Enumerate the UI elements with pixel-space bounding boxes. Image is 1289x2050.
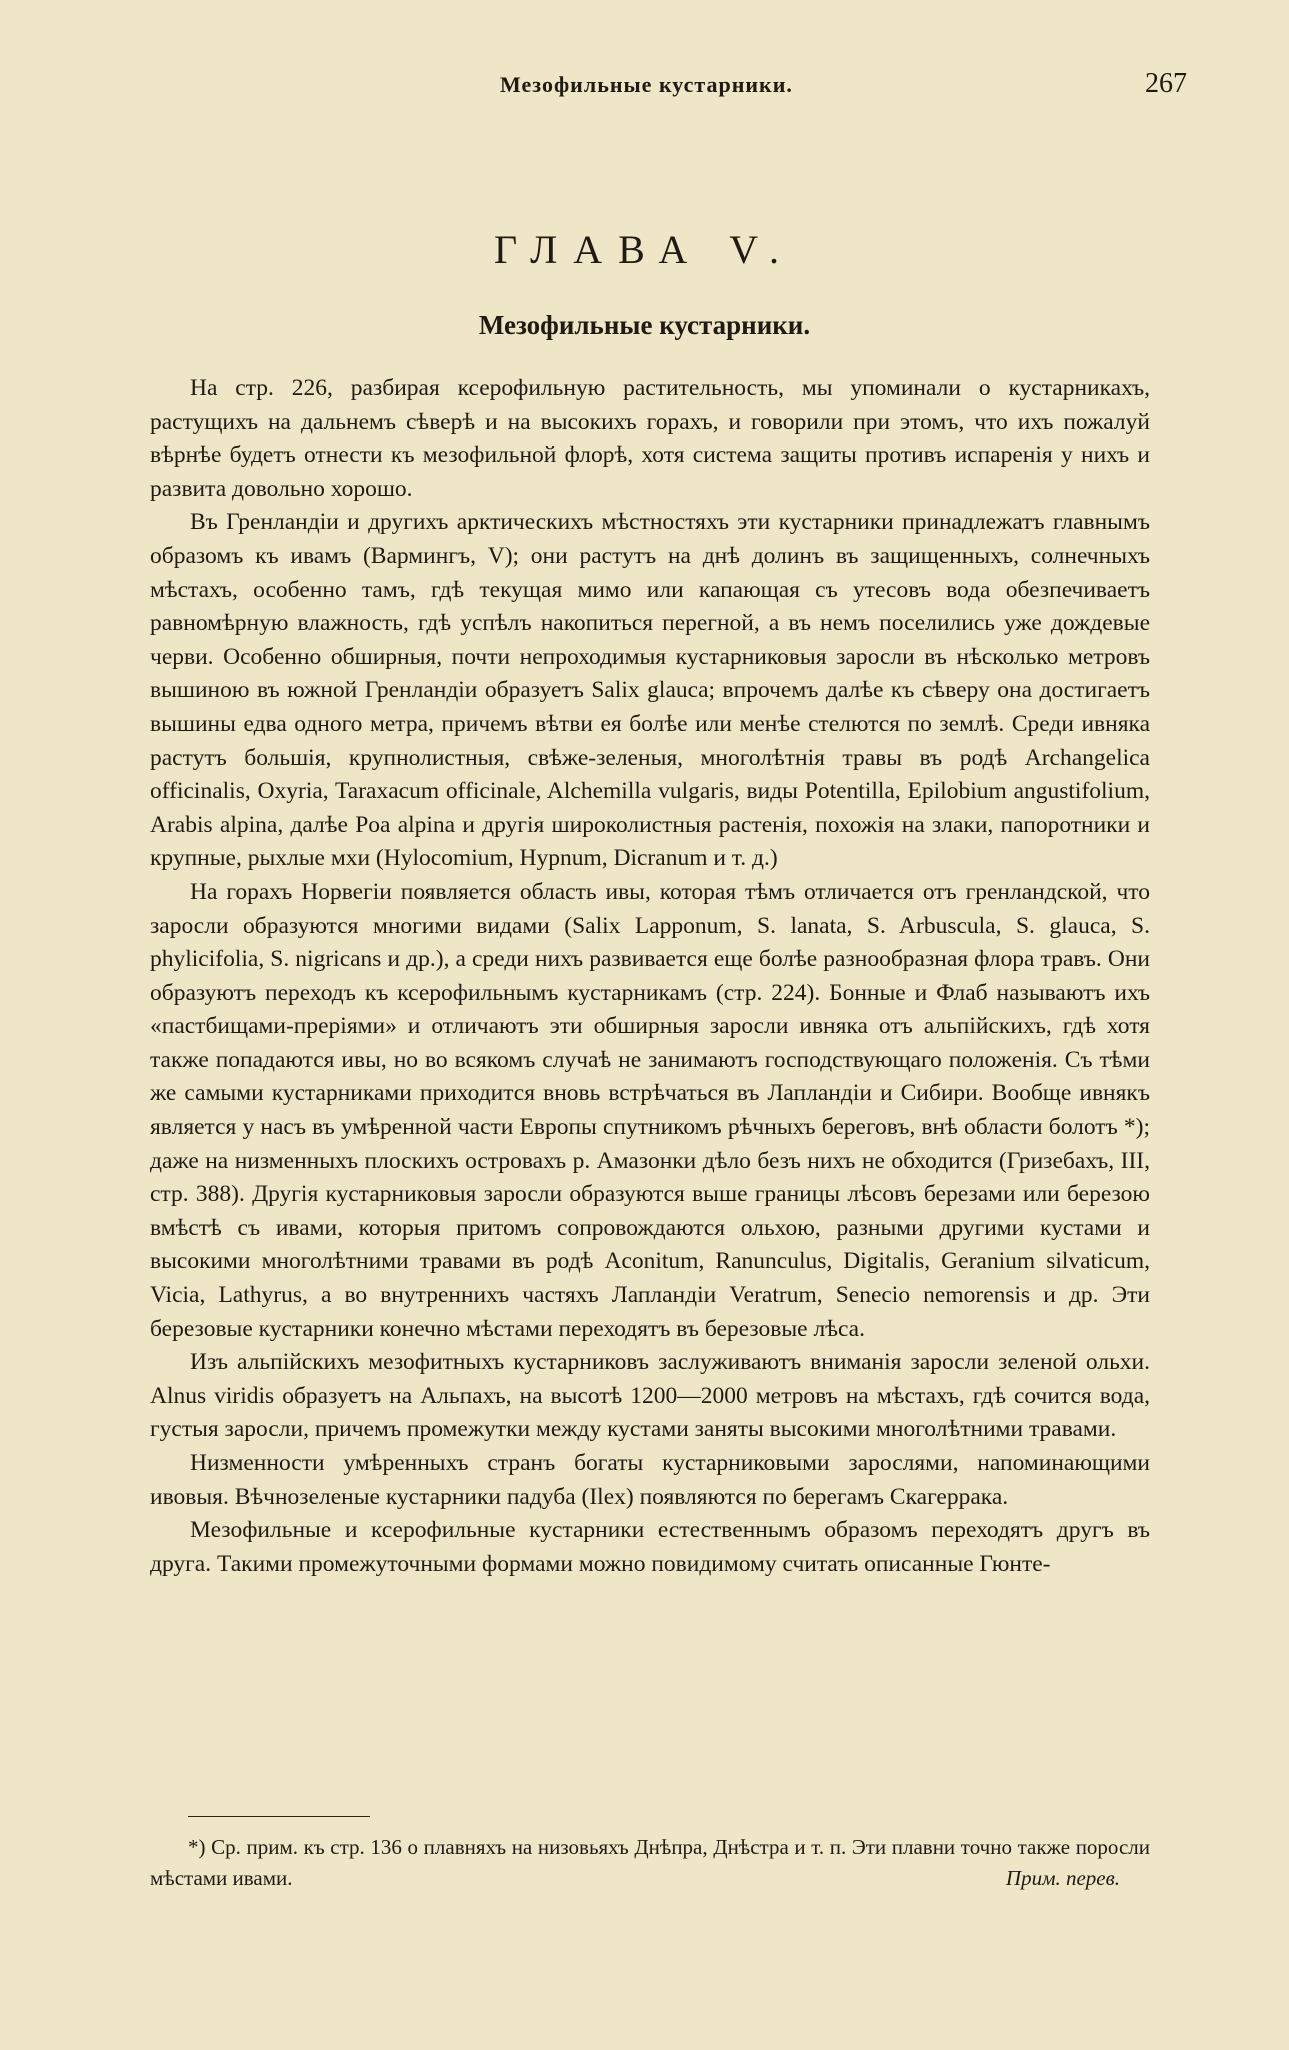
body-text	[150, 372, 1150, 1581]
footnote	[150, 1832, 1150, 1894]
footnote-signature: Прим. перев.	[1005, 1866, 1120, 1890]
paragraph: Въ Гренландіи и другихъ арктическихъ мѣстностяхъ эти кустарники принадлежатъ главнымъ образомъ къ ивамъ (Вармингъ, V); они растутъ на днѣ долинъ въ защищенныхъ, солнечныхъ мѣстахъ, особенно тамъ, гдѣ текущая мимо или капающая съ утесовъ вода обезпечиваетъ равномѣрную влажность, гдѣ успѣлъ накопиться перегной, а въ немъ поселились уже дождевые черви. Особенно обширныя, почти непроходимыя кустарниковыя заросли въ нѣсколько метровъ вышиною въ южной Гренландіи образуетъ Salix glauca; впрочемъ далѣе къ сѣверу она достигаетъ вышины едва одного метра, причемъ вѣтви ея болѣе или менѣе стелются по землѣ. Среди ивняка растутъ большія, крупнолистныя, свѣже-зеленыя, многолѣтнія травы въ родѣ Archangelica officinalis, Oxyria, Taraxacum officinale, Alchemilla vulgaris, виды Potentilla, Epilobium angustifolium, Arabis alpina, далѣе Poa alpina и другія широколистныя растенія, похожія на злаки, папоротники и крупные, рыхлые мхи (Hylocomium, Hypnum, Dicranum и т. д.)	[150, 509, 1150, 872]
paragraph: На стр. 226, разбирая ксерофильную растительность, мы упоминали о кустарникахъ, растущихъ на дальнемъ сѣверѣ и на высокихъ горахъ, и говорили при этомъ, что ихъ пожалуй вѣрнѣе будетъ отнести къ мезофильной флорѣ, хотя система защиты противъ испаренія у нихъ и развита довольно хорошо.	[150, 375, 1150, 502]
footnote-divider	[188, 1816, 370, 1817]
running-header: Мезофильные кустарники.	[500, 72, 793, 97]
footnote-text: *) Ср. прим. къ стр. 136 о плавняхъ на низовьяхъ Днѣпра, Днѣстра и т. п. Эти плавни точно также поросли мѣстами ивами.	[150, 1835, 1150, 1890]
paragraph: Низменности умѣренныхъ странъ богаты кустарниковыми зарослями, напоминающими ивовыя. Вѣчнозеленые кустарники падуба (Ilex) появляются по берегамъ Скагеррака.	[150, 1450, 1150, 1510]
paragraph: Изъ альпійскихъ мезофитныхъ кустарниковъ заслуживаютъ вниманія заросли зеленой ольхи. Alnus viridis образуетъ на Альпахъ, на высотѣ 1200—2000 метровъ на мѣстахъ, гдѣ сочится вода, густыя заросли, причемъ промежутки между кустами заняты высокими многолѣтними травами.	[150, 1349, 1150, 1443]
paragraph: Мезофильные и ксерофильные кустарники естественнымъ образомъ переходятъ другъ въ друга. Такими промежуточными формами можно повидимому считать описанные Гюнте-	[150, 1517, 1150, 1577]
paragraph: На горахъ Норвегіи появляется область ивы, которая тѣмъ отличается отъ гренландской, что заросли образуются многими видами (Salix Lapponum, S. lanata, S. Arbuscula, S. glauca, S. phylicifolia, S. nigricans и др.), а среди нихъ развивается еще болѣе разнообразная флора травъ. Они образуютъ переходъ къ ксерофильнымъ кустарникамъ (стр. 224). Бонные и Флаб называютъ ихъ «пастбищами-преріями» и отличаютъ эти обширныя заросли ивняка отъ альпійскихъ, гдѣ хотя также попадаются ивы, но во всякомъ случаѣ не занимаютъ господствующаго положенія. Съ тѣми же самыми кустарниками приходится вновь встрѣчаться въ Лапландіи и Сибири. Вообще ивнякъ является у насъ въ умѣренной части Европы спутникомъ рѣчныхъ береговъ, внѣ области болотъ *); даже на низменныхъ плоскихъ островахъ р. Амазонки дѣло безъ нихъ не обходится (Гризебахъ, III, стр. 388). Другія кустарниковыя заросли образуются выше границы лѣсовъ березами или березою вмѣстѣ съ ивами, которыя притомъ сопровождаются ольхою, разными другими кустами и высокими многолѣтними травами въ родѣ Aconitum, Ranunculus, Digitalis, Geranium silvaticum, Vicia, Lathyrus, а во внутреннихъ частяхъ Лапландіи Veratrum, Senecio nemorensis и др. Эти березовые кустарники конечно мѣстами переходятъ въ березовые лѣса.	[150, 878, 1150, 1342]
page-number: 267	[1145, 68, 1187, 99]
chapter-title: ГЛАВА V.	[494, 227, 795, 272]
section-title: Мезофильные кустарники.	[478, 310, 811, 340]
